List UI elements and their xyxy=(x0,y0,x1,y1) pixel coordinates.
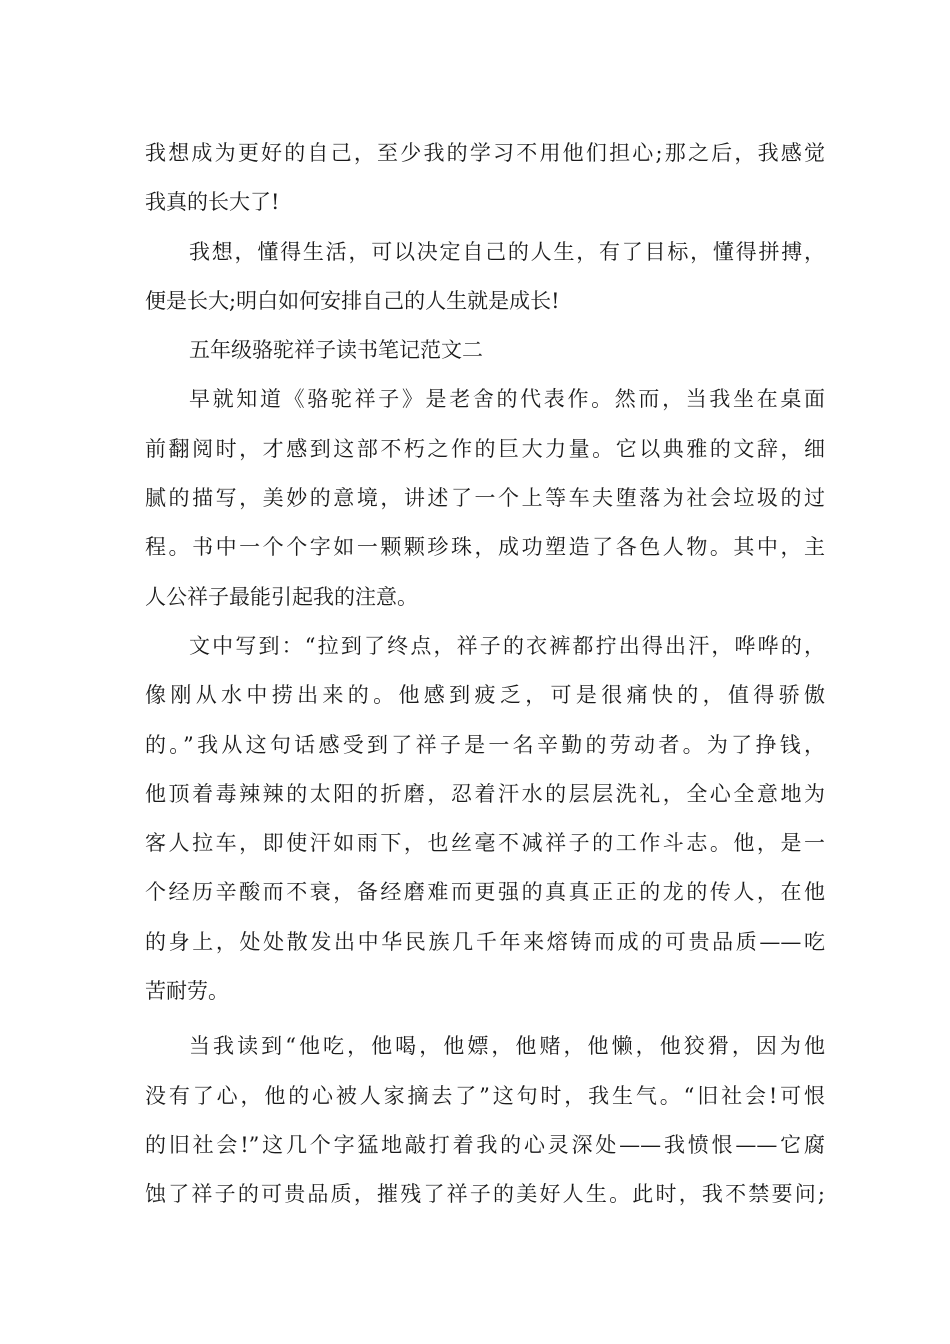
text-line: 像刚从水中捞出来的。他感到疲乏，可是很痛快的，值得骄傲 xyxy=(145,683,825,708)
text-line: 程。书中一个个字如一颗颗珍珠，成功塑造了各色人物。其中，主 xyxy=(145,535,825,560)
text-line: 的身上，处处散发出中华民族几千年来熔铸而成的可贵品质——吃 xyxy=(145,929,825,954)
text-line: 前翻阅时，才感到这部不朽之作的巨大力量。它以典雅的文辞，细 xyxy=(145,436,825,461)
document-page xyxy=(145,129,825,1220)
text-line: 五年级骆驼祥子读书笔记范文二 xyxy=(189,338,483,363)
text-line: 我真的长大了! xyxy=(145,190,280,215)
text-line: 我想成为更好的自己，至少我的学习不用他们担心;那之后，我感觉 xyxy=(145,141,825,165)
text-line: 我想，懂得生活，可以决定自己的人生，有了目标，懂得拼搏， xyxy=(189,239,825,264)
text-line: 便是长大;明白如何安排自己的人生就是成长! xyxy=(145,288,560,313)
text-line: 人公祥子最能引起我的注意。 xyxy=(145,584,418,609)
text-line: 腻的描写，美妙的意境，讲述了一个上等车夫堕落为社会垃圾的过 xyxy=(145,486,825,511)
text-line: 蚀了祥子的可贵品质，摧残了祥子的美好人生。此时，我不禁要问; xyxy=(145,1182,825,1207)
text-line: 客人拉车，即使汗如雨下，也丝毫不减祥子的工作斗志。他，是一 xyxy=(145,831,825,856)
text-line: 的旧社会!”这几个字猛地敲打着我的心灵深处——我愤恨——它腐 xyxy=(145,1132,825,1157)
text-line: 文中写到：“拉到了终点，祥子的衣裤都拧出得出汗，哗哗的， xyxy=(189,633,825,658)
text-line: 的。”我从这句话感受到了祥子是一名辛勤的劳动者。为了挣钱， xyxy=(145,732,825,757)
text-line: 当我读到“他吃，他喝，他嫖，他赌，他懒，他狡猾，因为他 xyxy=(189,1034,825,1059)
text-line: 苦耐劳。 xyxy=(145,979,229,1004)
text-line: 个经历辛酸而不衰，备经磨难而更强的真真正正的龙的传人，在他 xyxy=(145,880,825,905)
text-line: 没有了心，他的心被人家摘去了”这句时，我生气。“旧社会!可恨 xyxy=(145,1083,825,1108)
text-line: 早就知道《骆驼祥子》是老舍的代表作。然而，当我坐在桌面 xyxy=(189,387,825,412)
text-line: 他顶着毒辣辣的太阳的折磨，忍着汗水的层层洗礼，全心全意地为 xyxy=(145,781,825,806)
